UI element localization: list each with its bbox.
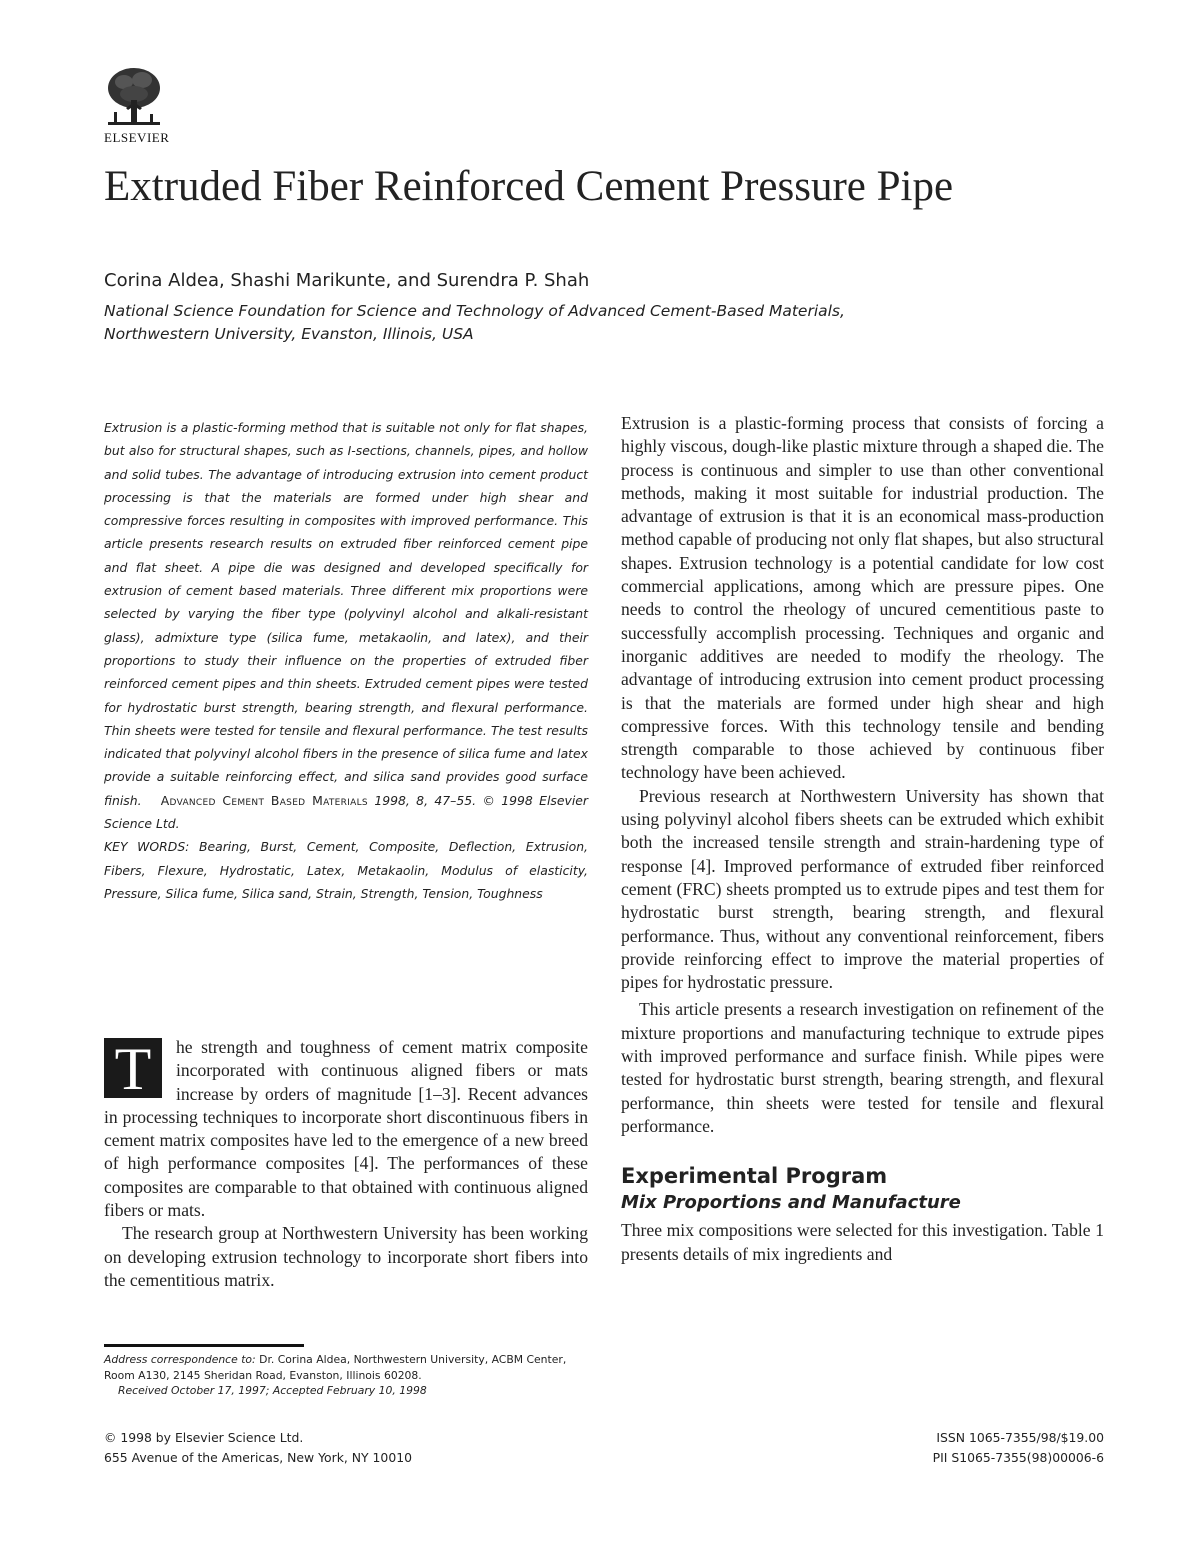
issn: ISSN 1065-7355/98/$19.00 bbox=[936, 1430, 1104, 1445]
issn-block bbox=[933, 1428, 1104, 1468]
copyright-block bbox=[104, 1428, 412, 1468]
publisher-logo bbox=[104, 66, 184, 146]
body-paragraph-2: Previous research at Northwestern University has shown that using polyvinyl alcohol fibers sheets can be extruded which exhibit both the increased tensile strength and strain-hardening type of response [4]. Improved performance of extruded fiber reinforced cement (FRC) sheets prompted us to extrude pipes and test them for hydrostatic burst strength, bearing strength, and flexural performance. Thus, without any conventional reinforcement, fibers provide reinforcing effect to improve the material properties of pipes for hydrostatic pressure. bbox=[621, 785, 1104, 993]
abstract-body: Extrusion is a plastic-forming method that is suitable not only for flat shapes, but also for structural shapes, such as I-sections, channels, pipes, and hollow and solid tubes. The advantage of introducing extrusion into cement product processing is that the materials are formed under high shear and compressive forces resulting in composites with improved performance. This article presents research results on extruded fiber reinforced cement pipe and flat sheet. A pipe die was designed and developed specifically for extrusion of cement based materials. Three different mix proportions were selected by varying the fiber type (polyvinyl alcohol and alkali-resistant glass), admixture type (silica fume, metakaolin, and latex), and their proportions to study their influence on the properties of extruded fiber reinforced cement pipes and thin sheets. Extruded cement pipes were tested for hydrostatic burst strength, bearing strength, and flexural performance. Thin sheets were tested for tensile and flexural performance. The test results indicated that polyvinyl alcohol fibers in the presence of silica fume and latex provide a suitable reinforcing effect, and silica sand provides good surface finish. bbox=[104, 420, 588, 808]
right-column bbox=[621, 412, 1104, 1266]
pii: PII S1065-7355(98)00006-6 bbox=[932, 1450, 1104, 1465]
drop-cap: T bbox=[104, 1038, 162, 1098]
footnote-label: Address correspondence to: bbox=[104, 1353, 256, 1366]
intro-paragraph-1 bbox=[104, 1036, 588, 1222]
affiliation: National Science Foundation for Science and Technology of Advanced Cement-Based Materials, Northwestern University, Evanston, Illinois, USA bbox=[104, 302, 845, 343]
keywords-list: Bearing, Burst, Cement, Composite, Deflection, Extrusion, Fibers, Flexure, Hydrostatic, Latex, Metakaolin, Modulus of elasticity, Pressure, Silica fume, Silica sand, Strain, Strength, Tension, Toughness bbox=[104, 839, 588, 901]
footnote-address: Dr. Corina Aldea, Northwestern University, ACBM Center, Room A130, 2145 Sheridan Road, Evanston, Illinois 60208. bbox=[104, 1353, 567, 1382]
footnote-divider bbox=[104, 1344, 304, 1347]
body-paragraph-1: Extrusion is a plastic-forming process that consists of forcing a highly viscous, dough-like plastic mixture through a shaped die. The process is continuous and simpler to use than other conventional methods, making it most suitable for industrial production. The advantage of extrusion is that it is an economical mass-production method capable of producing not only flat shapes, but also structural shapes. Extrusion technology is a potential candidate for low cost commercial applications, among which are pressure pipes. One needs to control the rheology of uncured cementitious paste to successfully accomplish processing. Techniques and organic and inorganic additives are needed to modify the rheology. The advantage of introducing extrusion into cement product processing is that the materials are formed under high shear and high compressive forces. With this technology tensile and bending strength comparable to those achieved by continuous fiber technology have been achieved. bbox=[621, 413, 1104, 783]
keywords bbox=[104, 835, 588, 905]
abstract-text bbox=[104, 416, 588, 835]
intro-paragraph-2: The research group at Northwestern University has been working on developing extrusion technology to incorporate short fibers into the cementitious matrix. bbox=[104, 1223, 588, 1290]
elsevier-tree-icon bbox=[104, 66, 164, 130]
correspondence-footnote bbox=[104, 1352, 588, 1399]
abstract-block bbox=[104, 416, 588, 905]
citation: 1998, 8, 47–55. © 1998 Elsevier Science Ltd. bbox=[104, 792, 588, 832]
copyright-line: © 1998 by Elsevier Science Ltd. bbox=[104, 1430, 304, 1445]
subsection-heading: Mix Proportions and Manufacture bbox=[621, 1192, 961, 1214]
body-paragraph-4: Three mix compositions were selected for this investigation. Table 1 presents details of mix ingredients and bbox=[621, 1220, 1104, 1264]
introduction bbox=[104, 1036, 588, 1292]
article-title: Extruded Fiber Reinforced Cement Pressure Pipe bbox=[104, 163, 954, 210]
section-heading: Experimental Program bbox=[621, 1164, 888, 1189]
author-list: Corina Aldea, Shashi Marikunte, and Surendra P. Shah bbox=[104, 270, 590, 291]
intro-p1-text: he strength and toughness of cement matrix composite incorporated with continuous aligned fibers or mats increase by orders of magnitude [1–3]. Recent advances in processing techniques to incorporate short discontinuous fibers in cement matrix composites have led to the emergence of a new breed of high performance composites [4]. The performances of these composites are comparable to that obtained with continuous aligned fibers or mats. bbox=[104, 1037, 588, 1221]
journal-name: Advanced Cement Based Materials bbox=[160, 792, 368, 808]
publisher-name: ELSEVIER bbox=[104, 130, 170, 145]
publisher-address: 655 Avenue of the Americas, New York, NY 10010 bbox=[104, 1450, 412, 1465]
keywords-label: KEY WORDS: bbox=[104, 839, 190, 855]
received-dates: Received October 17, 1997; Accepted February 10, 1998 bbox=[118, 1384, 427, 1397]
body-paragraph-3: This article presents a research investigation on refinement of the mixture proportions and manufacturing technique to extrude pipes with improved performance and surface finish. While pipes were tested for hydrostatic burst strength, bearing strength, and flexural performance, thin sheets were tested for tensile and flexural performance. bbox=[621, 999, 1104, 1136]
